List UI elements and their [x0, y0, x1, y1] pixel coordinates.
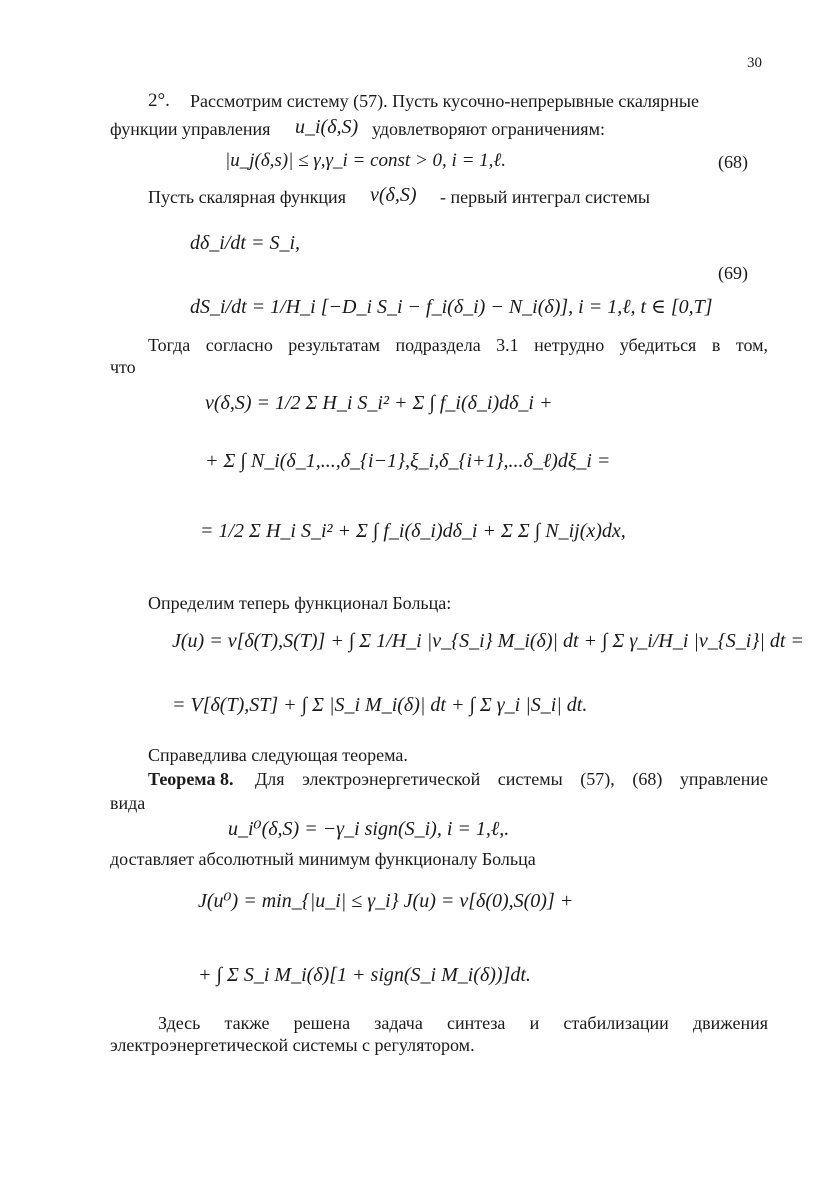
first-integral-v: v(δ,S)	[370, 184, 417, 206]
paragraph-3-line-1: Тогда согласно результатам подраздела 3.1 нетрудно убедиться в том,	[148, 335, 768, 355]
paragraph-4: Определим теперь функционал Больца:	[148, 593, 452, 613]
equation-minimum-row-2: + ∫ Σ S_i M_i(δ)[1 + sign(S_i M_i(δ))]dt.	[198, 964, 531, 986]
equation-bolza-row-2: = V[δ(T),ST] + ∫ Σ |S_i M_i(δ)| dt + ∫ Σ γ_i |S_i| dt.	[172, 694, 588, 716]
equation-69-label: (69)	[718, 263, 748, 283]
theorem-label: Теорема 8.	[148, 769, 234, 789]
section-marker: 2°.	[148, 90, 170, 111]
equation-optimal-control: u_i⁰(δ,S) = −γ_i sign(S_i), i = 1,ℓ,.	[228, 818, 510, 840]
equation-minimum-row-1: J(u⁰) = min_{|u_i| ≤ γ_i} J(u) = v[δ(0),S(0)] +	[198, 890, 574, 912]
paragraph-6: доставляет абсолютный минимум функционалу Больца	[110, 849, 536, 869]
control-function-u: u_i(δ,S)	[295, 116, 359, 138]
equation-v-row-3: = 1/2 Σ H_i S_i² + Σ ∫ f_i(δ_i)dδ_i + Σ Σ ∫ N_ij(x)dx,	[200, 520, 626, 542]
paragraph-1-line-1: Рассмотрим систему (57). Пусть кусочно-непрерывные скалярные	[190, 91, 699, 111]
page-number: 30	[747, 55, 762, 71]
equation-68: |u_j(δ,s)| ≤ γ,γ_i = const > 0, i = 1,ℓ.	[225, 150, 507, 171]
equation-bolza-row-1: J(u) = v[δ(T),S(T)] + ∫ Σ 1/H_i |v_{S_i} M_i(δ)| dt + ∫ Σ γ_i/H_i |v_{S_i}| dt =	[172, 630, 804, 652]
equation-v-row-2: + Σ ∫ N_i(δ_1,...,δ_{i−1},ξ_i,δ_{i+1},...δ_ℓ)dξ_i =	[205, 450, 611, 472]
equation-68-label: (68)	[718, 152, 748, 172]
paragraph-7-line-2: электроэнергетической системы с регулятором.	[110, 1035, 475, 1055]
paragraph-2-text: Пусть скалярная функция	[148, 187, 346, 207]
paragraph-3-line-2: что	[110, 357, 136, 377]
equation-v-row-1: v(δ,S) = 1/2 Σ H_i S_i² + Σ ∫ f_i(δ_i)dδ_i +	[205, 392, 553, 414]
theorem-line-1: Для электроэнергетической системы (57), (68) управление	[255, 769, 768, 789]
equation-69-row-2: dS_i/dt = 1/H_i [−D_i S_i − f_i(δ_i) − N_i(δ)], i = 1,ℓ, t ∈ [0,T]	[190, 296, 713, 318]
paragraph-1-line-2a: функции управления	[110, 119, 271, 139]
paragraph-7-line-1: Здесь также решена задача синтеза и стабилизации движения	[158, 1013, 768, 1033]
paragraph-5: Справедлива следующая теорема.	[148, 745, 408, 765]
equation-69-row-1: dδ_i/dt = S_i,	[190, 232, 301, 254]
paragraph-2-rest: - первый интеграл системы	[440, 187, 650, 207]
theorem-line-2: вида	[110, 793, 146, 813]
paragraph-1-line-2b: удовлетворяют ограничениям:	[372, 119, 605, 139]
